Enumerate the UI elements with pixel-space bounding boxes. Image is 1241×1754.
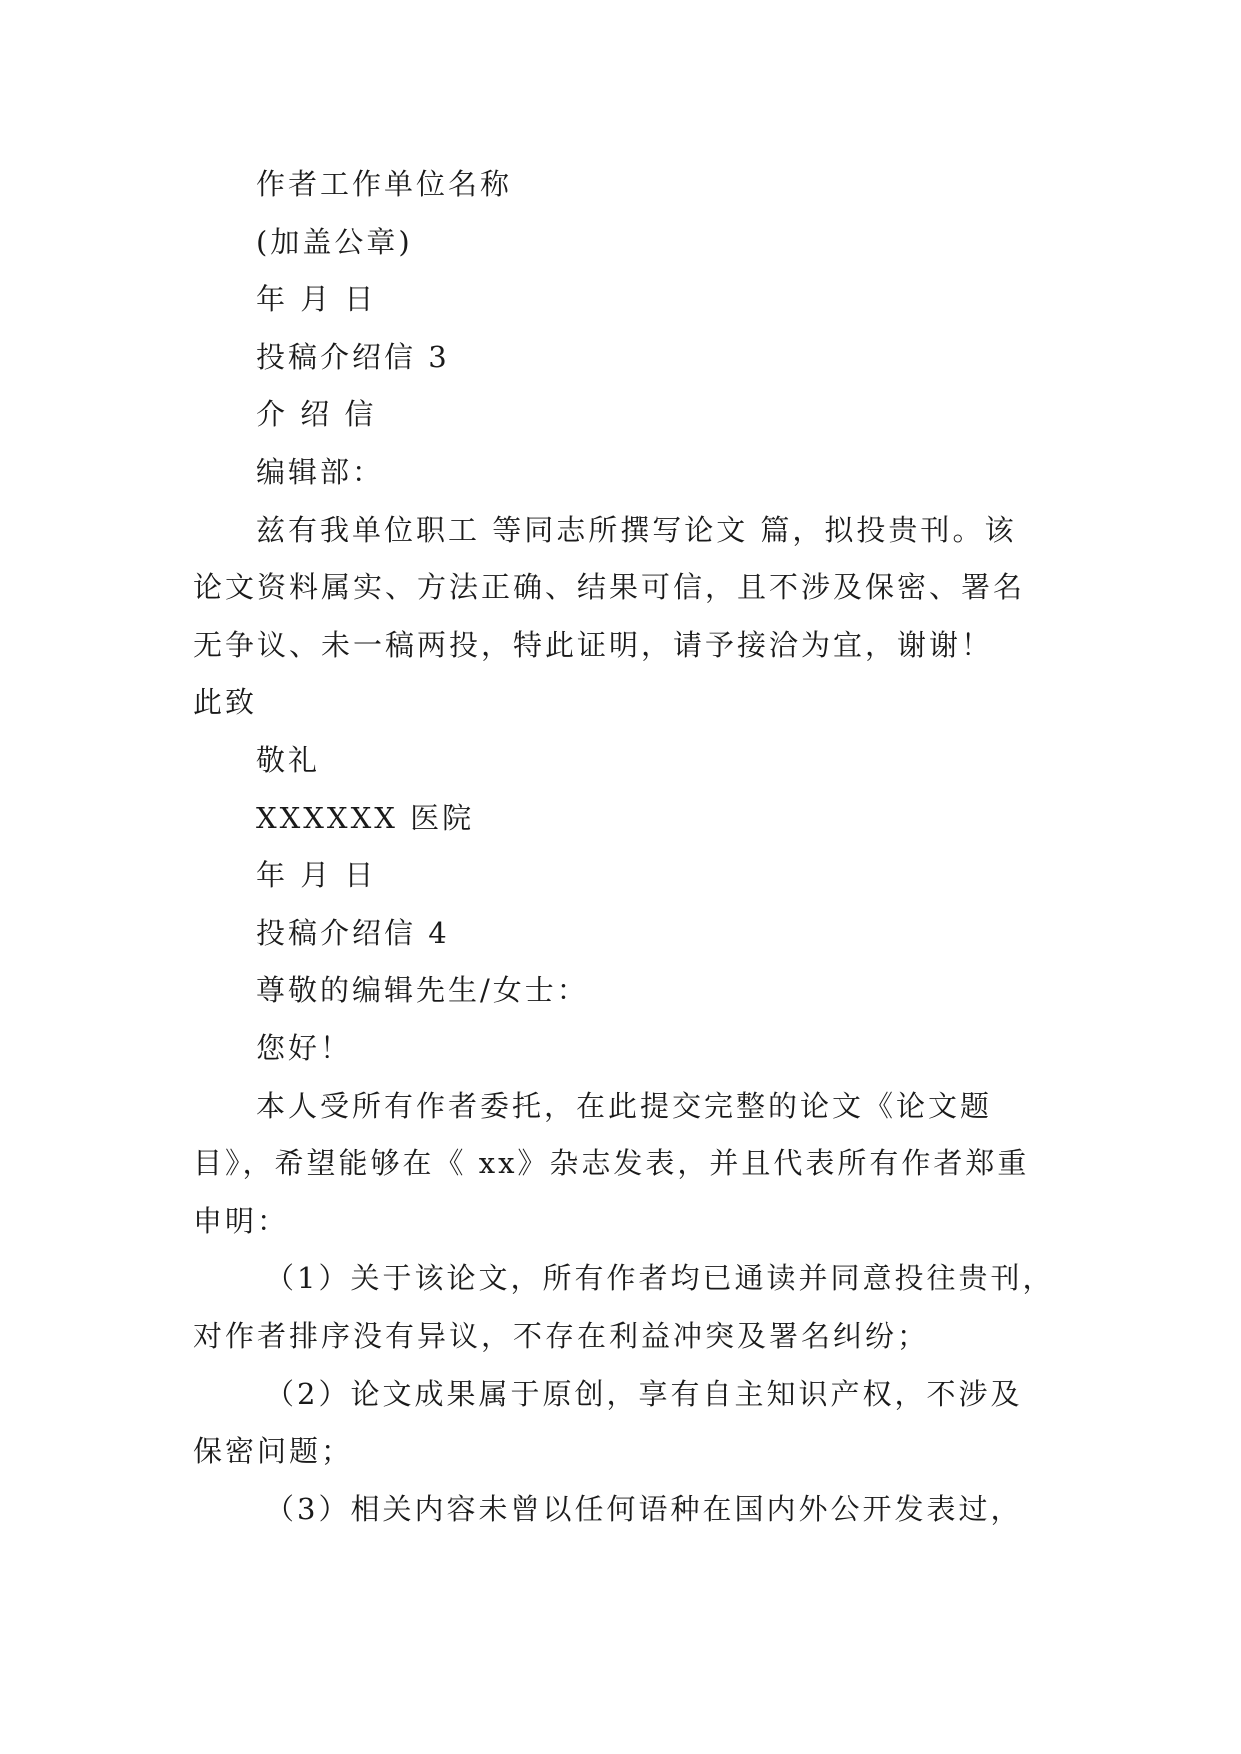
- declaration-item-3: （3）相关内容未曾以任何语种在国内外公开发表过，: [265, 1492, 1023, 1526]
- signature-org-name: 作者工作单位名称: [256, 167, 513, 201]
- section-heading-4: 投稿介绍信 4: [256, 916, 450, 950]
- body-paragraph-line: 本人受所有作者委托，在此提交完整的论文《论文题: [256, 1089, 993, 1123]
- date-line: 年 月 日: [256, 282, 377, 316]
- greeting: 您好！: [256, 1031, 353, 1065]
- closing-regards: 敬礼: [256, 743, 321, 777]
- body-paragraph-line: 兹有我单位职工 等同志所撰写论文 篇，拟投贵刊。该: [256, 513, 1017, 547]
- declaration-item-2-cont: 保密问题；: [193, 1434, 354, 1468]
- declaration-item-2: （2）论文成果属于原创，享有自主知识产权，不涉及: [265, 1377, 1023, 1411]
- seal-note: (加盖公章): [256, 225, 413, 259]
- body-paragraph-line: 无争议、未一稿两投，特此证明，请予接洽为宜，谢谢！: [193, 628, 994, 662]
- body-paragraph-line: 申明：: [193, 1204, 290, 1238]
- section-heading-3: 投稿介绍信 3: [256, 340, 450, 374]
- signature-hospital: XXXXXX 医院: [256, 801, 475, 835]
- declaration-item-1-cont: 对作者排序没有异议，不存在利益冲突及署名纠纷；: [193, 1319, 930, 1353]
- letter-title: 介 绍 信: [256, 397, 377, 431]
- declaration-item-1: （1）关于该论文，所有作者均已通读并同意投往贵刊，: [265, 1261, 1055, 1295]
- salutation: 尊敬的编辑先生/女士：: [256, 973, 589, 1007]
- date-line: 年 月 日: [256, 858, 377, 892]
- salutation: 编辑部：: [256, 455, 385, 489]
- closing-phrase: 此致: [193, 685, 258, 719]
- body-paragraph-line: 目》，希望能够在《 xx》杂志发表，并且代表所有作者郑重: [193, 1146, 1030, 1180]
- body-paragraph-line: 论文资料属实、方法正确、结果可信，且不涉及保密、署名: [193, 570, 1026, 604]
